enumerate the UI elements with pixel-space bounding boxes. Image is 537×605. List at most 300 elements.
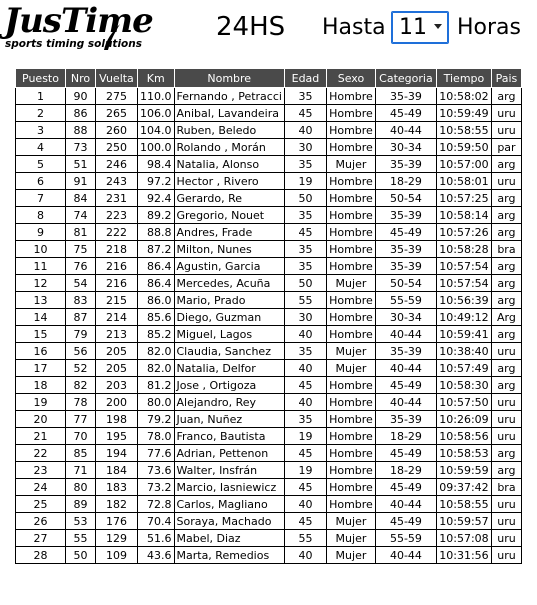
cell-km: 88.8 (138, 224, 175, 241)
cell-sexo: Hombre (326, 377, 375, 394)
cell-nombre: Mabel, Diaz (174, 530, 284, 547)
cell-tiempo: 10:57:26 (436, 224, 491, 241)
cell-km: 104.0 (138, 122, 175, 139)
horas-label: Horas (457, 15, 521, 40)
cell-pais: arg (491, 88, 521, 105)
table-row (16, 173, 522, 190)
cell-vuelta: 243 (96, 173, 138, 190)
cell-tiempo: 10:58:55 (436, 496, 491, 513)
cell-puesto: 27 (16, 530, 66, 547)
col-header-tiempo: Tiempo (436, 69, 491, 88)
cell-categoria: 55-59 (375, 530, 436, 547)
cell-vuelta: 214 (96, 309, 138, 326)
cell-nombre: Soraya, Machado (174, 513, 284, 530)
cell-vuelta: 200 (96, 394, 138, 411)
cell-tiempo: 10:57:25 (436, 190, 491, 207)
cell-sexo: Mujer (326, 513, 375, 530)
cell-nro: 79 (66, 326, 96, 343)
cell-categoria: 40-44 (375, 547, 436, 564)
cell-nombre: Ruben, Beledo (174, 122, 284, 139)
cell-vuelta: 198 (96, 411, 138, 428)
table-row (16, 258, 522, 275)
cell-edad: 30 (284, 309, 326, 326)
cell-edad: 35 (284, 241, 326, 258)
cell-vuelta: 260 (96, 122, 138, 139)
cell-pais: arg (491, 275, 521, 292)
table-row (16, 377, 522, 394)
cell-nro: 51 (66, 156, 96, 173)
cell-tiempo: 10:59:50 (436, 139, 491, 156)
cell-edad: 50 (284, 275, 326, 292)
cell-pais: uru (491, 428, 521, 445)
cell-edad: 50 (284, 190, 326, 207)
cell-nombre: Diego, Guzman (174, 309, 284, 326)
cell-nombre: Carlos, Magliano (174, 496, 284, 513)
cell-puesto: 28 (16, 547, 66, 564)
cell-vuelta: 250 (96, 139, 138, 156)
cell-sexo: Hombre (326, 105, 375, 122)
cell-km: 87.2 (138, 241, 175, 258)
cell-pais: uru (491, 105, 521, 122)
cell-pais: arg (491, 224, 521, 241)
cell-edad: 45 (284, 445, 326, 462)
cell-tiempo: 10:57:54 (436, 275, 491, 292)
cell-nro: 81 (66, 224, 96, 241)
cell-edad: 35 (284, 411, 326, 428)
cell-nro: 54 (66, 275, 96, 292)
cell-pais: arg (491, 207, 521, 224)
cell-sexo: Mujer (326, 360, 375, 377)
table-row (16, 462, 522, 479)
cell-edad: 19 (284, 462, 326, 479)
cell-pais: arg (491, 326, 521, 343)
cell-categoria: 35-39 (375, 343, 436, 360)
table-row (16, 156, 522, 173)
cell-puesto: 24 (16, 479, 66, 496)
cell-edad: 45 (284, 479, 326, 496)
cell-nombre: Natalia, Alonso (174, 156, 284, 173)
cell-puesto: 26 (16, 513, 66, 530)
cell-nro: 53 (66, 513, 96, 530)
cell-sexo: Hombre (326, 496, 375, 513)
cell-tiempo: 10:58:14 (436, 207, 491, 224)
table-row (16, 445, 522, 462)
table-header-row (16, 69, 522, 88)
cell-nombre: Marta, Remedios (174, 547, 284, 564)
cell-km: 100.0 (138, 139, 175, 156)
table-row (16, 309, 522, 326)
cell-sexo: Hombre (326, 122, 375, 139)
cell-nro: 85 (66, 445, 96, 462)
cell-km: 82.0 (138, 360, 175, 377)
cell-categoria: 40-44 (375, 122, 436, 139)
cell-km: 79.2 (138, 411, 175, 428)
cell-categoria: 35-39 (375, 207, 436, 224)
cell-categoria: 18-29 (375, 462, 436, 479)
justime-logo (4, 2, 190, 52)
cell-pais: uru (491, 343, 521, 360)
cell-nombre: Natalia, Delfor (174, 360, 284, 377)
cell-vuelta: 194 (96, 445, 138, 462)
cell-vuelta: 215 (96, 292, 138, 309)
cell-sexo: Hombre (326, 394, 375, 411)
cell-puesto: 20 (16, 411, 66, 428)
cell-vuelta: 205 (96, 360, 138, 377)
table-row (16, 326, 522, 343)
cell-vuelta: 203 (96, 377, 138, 394)
cell-categoria: 35-39 (375, 411, 436, 428)
cell-pais: uru (491, 411, 521, 428)
cell-puesto: 5 (16, 156, 66, 173)
cell-km: 97.2 (138, 173, 175, 190)
cell-pais: arg (491, 445, 521, 462)
cell-nro: 86 (66, 105, 96, 122)
table-row (16, 139, 522, 156)
table-row (16, 479, 522, 496)
chevron-down-icon (434, 24, 442, 29)
cell-puesto: 10 (16, 241, 66, 258)
cell-nro: 75 (66, 241, 96, 258)
cell-categoria: 18-29 (375, 173, 436, 190)
cell-pais: par (491, 139, 521, 156)
cell-vuelta: 218 (96, 241, 138, 258)
cell-km: 78.0 (138, 428, 175, 445)
cell-tiempo: 10:59:49 (436, 105, 491, 122)
table-row (16, 207, 522, 224)
cell-pais: uru (491, 173, 521, 190)
cell-sexo: Hombre (326, 258, 375, 275)
cell-puesto: 23 (16, 462, 66, 479)
cell-puesto: 3 (16, 122, 66, 139)
cell-nro: 76 (66, 258, 96, 275)
col-header-edad: Edad (284, 69, 326, 88)
cell-nro: 70 (66, 428, 96, 445)
cell-nombre: Marcio, Iasniewicz (174, 479, 284, 496)
cell-tiempo: 10:57:49 (436, 360, 491, 377)
col-header-categoria: Categoria (375, 69, 436, 88)
col-header-km: Km (138, 69, 175, 88)
cell-km: 77.6 (138, 445, 175, 462)
cell-nombre: Gregorio, Nouet (174, 207, 284, 224)
cell-puesto: 1 (16, 88, 66, 105)
cell-categoria: 45-49 (375, 224, 436, 241)
cell-edad: 45 (284, 224, 326, 241)
hours-select-value: 11 (399, 15, 427, 40)
cell-km: 85.6 (138, 309, 175, 326)
cell-sexo: Mujer (326, 547, 375, 564)
cell-categoria: 45-49 (375, 105, 436, 122)
cell-nombre: Hector , Rivero (174, 173, 284, 190)
cell-categoria: 50-54 (375, 275, 436, 292)
cell-sexo: Hombre (326, 309, 375, 326)
cell-vuelta: 129 (96, 530, 138, 547)
col-header-pais: Pais (491, 69, 521, 88)
cell-tiempo: 10:59:59 (436, 462, 491, 479)
table-row (16, 292, 522, 309)
cell-edad: 40 (284, 547, 326, 564)
cell-km: 106.0 (138, 105, 175, 122)
cell-categoria: 40-44 (375, 394, 436, 411)
cell-sexo: Hombre (326, 479, 375, 496)
cell-km: 72.8 (138, 496, 175, 513)
cell-vuelta: 205 (96, 343, 138, 360)
cell-edad: 35 (284, 258, 326, 275)
table-row (16, 190, 522, 207)
cell-nro: 80 (66, 479, 96, 496)
cell-tiempo: 10:38:40 (436, 343, 491, 360)
hasta-label: Hasta (322, 15, 386, 40)
cell-km: 73.6 (138, 462, 175, 479)
cell-tiempo: 10:59:41 (436, 326, 491, 343)
cell-nro: 71 (66, 462, 96, 479)
cell-pais: bra (491, 479, 521, 496)
cell-vuelta: 265 (96, 105, 138, 122)
cell-vuelta: 216 (96, 258, 138, 275)
cell-km: 43.6 (138, 547, 175, 564)
cell-tiempo: 10:56:39 (436, 292, 491, 309)
cell-sexo: Hombre (326, 207, 375, 224)
cell-sexo: Hombre (326, 139, 375, 156)
cell-vuelta: 183 (96, 479, 138, 496)
cell-sexo: Hombre (326, 190, 375, 207)
cell-pais: uru (491, 394, 521, 411)
cell-pais: arg (491, 190, 521, 207)
cell-puesto: 21 (16, 428, 66, 445)
cell-nombre: Jose , Ortigoza (174, 377, 284, 394)
table-row (16, 88, 522, 105)
cell-km: 51.6 (138, 530, 175, 547)
cell-puesto: 7 (16, 190, 66, 207)
cell-nro: 74 (66, 207, 96, 224)
race-title: 24HS (216, 12, 286, 42)
cell-pais: uru (491, 530, 521, 547)
cell-km: 86.4 (138, 258, 175, 275)
cell-categoria: 45-49 (375, 513, 436, 530)
table-row (16, 547, 522, 564)
cell-pais: arg (491, 292, 521, 309)
cell-edad: 55 (284, 292, 326, 309)
col-header-puesto: Puesto (16, 69, 66, 88)
table-row (16, 105, 522, 122)
cell-pais: arg (491, 156, 521, 173)
cell-tiempo: 10:58:30 (436, 377, 491, 394)
cell-edad: 35 (284, 88, 326, 105)
cell-nro: 73 (66, 139, 96, 156)
cell-nro: 78 (66, 394, 96, 411)
cell-nombre: Agustin, Garcia (174, 258, 284, 275)
cell-nro: 90 (66, 88, 96, 105)
cell-sexo: Hombre (326, 445, 375, 462)
cell-nombre: Miguel, Lagos (174, 326, 284, 343)
cell-categoria: 55-59 (375, 292, 436, 309)
table-row (16, 394, 522, 411)
cell-tiempo: 10:31:56 (436, 547, 491, 564)
col-header-nombre: Nombre (174, 69, 284, 88)
cell-vuelta: 213 (96, 326, 138, 343)
cell-vuelta: 184 (96, 462, 138, 479)
col-header-vuelta: Vuelta (96, 69, 138, 88)
cell-tiempo: 10:57:00 (436, 156, 491, 173)
table-row (16, 122, 522, 139)
results-table (15, 68, 522, 564)
cell-vuelta: 182 (96, 496, 138, 513)
cell-km: 85.2 (138, 326, 175, 343)
cell-nro: 83 (66, 292, 96, 309)
cell-categoria: 35-39 (375, 88, 436, 105)
cell-nombre: Gerardo, Re (174, 190, 284, 207)
cell-sexo: Hombre (326, 241, 375, 258)
cell-vuelta: 231 (96, 190, 138, 207)
cell-edad: 30 (284, 139, 326, 156)
cell-vuelta: 246 (96, 156, 138, 173)
cell-puesto: 22 (16, 445, 66, 462)
cell-edad: 35 (284, 156, 326, 173)
cell-sexo: Mujer (326, 530, 375, 547)
table-row (16, 513, 522, 530)
cell-km: 98.4 (138, 156, 175, 173)
cell-nro: 82 (66, 377, 96, 394)
table-row (16, 224, 522, 241)
cell-pais: Arg (491, 309, 521, 326)
results-table-body (16, 88, 522, 564)
cell-edad: 19 (284, 173, 326, 190)
cell-puesto: 17 (16, 360, 66, 377)
page-header (0, 0, 537, 64)
cell-vuelta: 275 (96, 88, 138, 105)
cell-nombre: Anibal, Lavandeira (174, 105, 284, 122)
cell-categoria: 35-39 (375, 241, 436, 258)
cell-puesto: 12 (16, 275, 66, 292)
cell-nombre: Adrian, Pettenon (174, 445, 284, 462)
cell-nombre: Rolando , Morán (174, 139, 284, 156)
cell-categoria: 45-49 (375, 445, 436, 462)
cell-edad: 40 (284, 360, 326, 377)
cell-nombre: Franco, Bautista (174, 428, 284, 445)
cell-sexo: Mujer (326, 343, 375, 360)
cell-edad: 35 (284, 207, 326, 224)
cell-sexo: Hombre (326, 173, 375, 190)
table-row (16, 241, 522, 258)
col-header-nro: Nro (66, 69, 96, 88)
cell-pais: arg (491, 462, 521, 479)
cell-pais: uru (491, 122, 521, 139)
cell-km: 81.2 (138, 377, 175, 394)
cell-km: 89.2 (138, 207, 175, 224)
cell-km: 73.2 (138, 479, 175, 496)
cell-vuelta: 195 (96, 428, 138, 445)
cell-edad: 40 (284, 496, 326, 513)
table-row (16, 275, 522, 292)
cell-tiempo: 09:37:42 (436, 479, 491, 496)
cell-vuelta: 222 (96, 224, 138, 241)
cell-km: 82.0 (138, 343, 175, 360)
table-row (16, 360, 522, 377)
cell-puesto: 8 (16, 207, 66, 224)
cell-categoria: 50-54 (375, 190, 436, 207)
cell-nombre: Mercedes, Acuña (174, 275, 284, 292)
cell-km: 80.0 (138, 394, 175, 411)
col-header-sexo: Sexo (326, 69, 375, 88)
cell-pais: uru (491, 513, 521, 530)
cell-nombre: Mario, Prado (174, 292, 284, 309)
cell-vuelta: 223 (96, 207, 138, 224)
cell-tiempo: 10:58:01 (436, 173, 491, 190)
cell-edad: 40 (284, 122, 326, 139)
cell-nro: 84 (66, 190, 96, 207)
cell-categoria: 40-44 (375, 360, 436, 377)
cell-nro: 50 (66, 547, 96, 564)
table-row (16, 496, 522, 513)
hours-select[interactable] (391, 11, 449, 44)
cell-categoria: 35-39 (375, 258, 436, 275)
cell-categoria: 30-34 (375, 139, 436, 156)
cell-nro: 89 (66, 496, 96, 513)
cell-categoria: 45-49 (375, 377, 436, 394)
cell-km: 86.4 (138, 275, 175, 292)
cell-pais: uru (491, 496, 521, 513)
cell-puesto: 14 (16, 309, 66, 326)
cell-km: 70.4 (138, 513, 175, 530)
cell-nro: 55 (66, 530, 96, 547)
cell-pais: arg (491, 258, 521, 275)
cell-sexo: Hombre (326, 411, 375, 428)
table-row (16, 343, 522, 360)
cell-nro: 52 (66, 360, 96, 377)
cell-categoria: 30-34 (375, 309, 436, 326)
cell-nombre: Andres, Frade (174, 224, 284, 241)
cell-pais: uru (491, 547, 521, 564)
table-row (16, 428, 522, 445)
cell-sexo: Hombre (326, 292, 375, 309)
logo-wordmark: JusTime (4, 1, 153, 41)
cell-pais: arg (491, 360, 521, 377)
cell-puesto: 18 (16, 377, 66, 394)
cell-puesto: 2 (16, 105, 66, 122)
cell-edad: 55 (284, 530, 326, 547)
cell-sexo: Hombre (326, 428, 375, 445)
cell-puesto: 4 (16, 139, 66, 156)
table-row (16, 530, 522, 547)
cell-nro: 77 (66, 411, 96, 428)
cell-pais: bra (491, 241, 521, 258)
cell-tiempo: 10:49:12 (436, 309, 491, 326)
cell-puesto: 16 (16, 343, 66, 360)
cell-tiempo: 10:59:57 (436, 513, 491, 530)
cell-puesto: 19 (16, 394, 66, 411)
cell-edad: 19 (284, 428, 326, 445)
cell-puesto: 9 (16, 224, 66, 241)
cell-categoria: 40-44 (375, 496, 436, 513)
cell-tiempo: 10:26:09 (436, 411, 491, 428)
cell-nro: 56 (66, 343, 96, 360)
cell-nombre: Fernando , Petracci (174, 88, 284, 105)
cell-puesto: 11 (16, 258, 66, 275)
cell-edad: 45 (284, 513, 326, 530)
logo-tagline: sports timing solutions (5, 38, 142, 50)
cell-sexo: Hombre (326, 224, 375, 241)
cell-sexo: Hombre (326, 88, 375, 105)
cell-puesto: 25 (16, 496, 66, 513)
cell-sexo: Hombre (326, 326, 375, 343)
cell-categoria: 18-29 (375, 428, 436, 445)
cell-tiempo: 10:57:08 (436, 530, 491, 547)
cell-nro: 87 (66, 309, 96, 326)
cell-edad: 45 (284, 105, 326, 122)
cell-pais: arg (491, 377, 521, 394)
cell-tiempo: 10:58:02 (436, 88, 491, 105)
cell-sexo: Mujer (326, 275, 375, 292)
cell-nombre: Juan, Nuñez (174, 411, 284, 428)
